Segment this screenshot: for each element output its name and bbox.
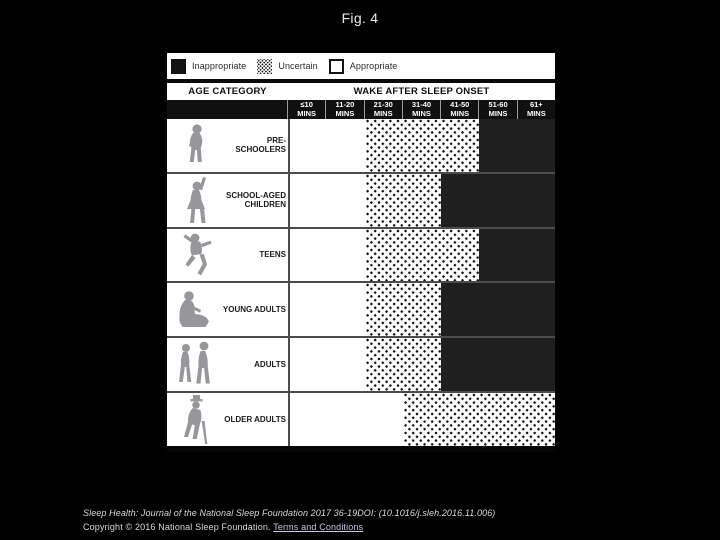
cell-segment-uncertain: [366, 283, 442, 336]
teen-icon: [172, 230, 219, 280]
cell-segment-uncertain: [366, 119, 480, 172]
table-header-row: [167, 83, 555, 100]
row-label: [167, 119, 288, 172]
legend-swatch-appropriate: [329, 59, 344, 74]
row-cells: [288, 393, 555, 446]
cell-segment-uncertain: [404, 393, 555, 446]
column-header-cell: 51-60 MINS: [479, 100, 517, 119]
adults-icon: [172, 340, 219, 390]
row-cells: [288, 283, 555, 336]
row-label: [167, 174, 288, 227]
row-label: [167, 338, 288, 391]
column-header-cell: 61+ MINS: [518, 100, 555, 119]
column-header-cell: ≤10 MINS: [288, 100, 326, 119]
legend-label: Inappropriate: [192, 61, 247, 71]
terms-and-conditions-link[interactable]: Terms and Conditions: [273, 522, 364, 532]
legend-item-uncertain: [257, 59, 317, 74]
cell-segment-inappropriate: [441, 174, 555, 227]
cell-segment-uncertain: [366, 229, 480, 282]
legend-swatch-uncertain: [257, 59, 272, 74]
row-label-text: ADULTS: [254, 359, 286, 369]
copyright-line: [83, 521, 495, 533]
table-row: [167, 227, 555, 282]
row-label-text: YOUNG ADULTS: [222, 305, 286, 315]
row-label-text: SCHOOL-AGED CHILDREN: [226, 190, 286, 210]
cell-segment-inappropriate: [479, 119, 555, 172]
cell-segment-inappropriate: [441, 338, 555, 391]
figure-title: Fig. 4: [341, 10, 379, 26]
waso-header: WAKE AFTER SLEEP ONSET: [353, 86, 490, 97]
age-category-header: AGE CATEGORY: [188, 86, 267, 97]
cell-segment-inappropriate: [441, 283, 555, 336]
row-label: [167, 393, 288, 446]
citation-text: Sleep Health: Journal of the National Sleep Foundation 2017 36-19DOI: (10.1016/j.sleh.2016.11.006): [83, 508, 496, 518]
column-header-cell: 41-50 MINS: [441, 100, 479, 119]
table-row: [167, 391, 555, 446]
cell-segment-uncertain: [366, 338, 442, 391]
row-cells: [288, 119, 555, 172]
legend-item-appropriate: [329, 59, 398, 74]
preschooler-icon: [172, 120, 219, 170]
table-row: [167, 119, 555, 172]
cell-segment-appropriate: [290, 283, 366, 336]
age-category-header-cell: [167, 100, 288, 119]
young-adult-icon: [172, 285, 219, 335]
table-row: [167, 336, 555, 391]
column-header-cell: 31-40 MINS: [403, 100, 441, 119]
cell-segment-appropriate: [290, 174, 366, 227]
cell-segment-appropriate: [290, 338, 366, 391]
waso-appropriateness-figure: [167, 53, 555, 452]
table-row: [167, 172, 555, 227]
cell-segment-appropriate: [290, 119, 366, 172]
cell-segment-appropriate: [290, 229, 366, 282]
copyright-text: Copyright © 2016 National Sleep Foundation.: [83, 522, 274, 532]
row-cells: [288, 229, 555, 282]
legend-swatch-inappropriate: [171, 59, 186, 74]
cell-segment-uncertain: [366, 174, 442, 227]
table-row: [167, 281, 555, 336]
legend-item-inappropriate: [171, 59, 246, 74]
cell-segment-appropriate: [290, 393, 404, 446]
school-aged-child-icon: [172, 175, 219, 225]
column-header-cell: 11-20 MINS: [326, 100, 364, 119]
older-adult-icon: [172, 395, 219, 445]
row-cells: [288, 338, 555, 391]
footer: [83, 507, 495, 533]
row-label-text: OLDER ADULTS: [224, 414, 286, 424]
column-header-row: [167, 100, 555, 119]
row-label: [167, 229, 288, 282]
row-label: [167, 283, 288, 336]
legend: [167, 53, 555, 79]
legend-label: Appropriate: [349, 61, 398, 71]
legend-label: Uncertain: [278, 61, 318, 71]
cell-segment-inappropriate: [479, 229, 555, 282]
column-header-cell: 21-30 MINS: [365, 100, 403, 119]
row-cells: [288, 174, 555, 227]
row-label-text: TEENS: [259, 250, 286, 260]
row-label-text: PRE-SCHOOLERS: [235, 135, 286, 155]
table-body: [167, 119, 555, 446]
